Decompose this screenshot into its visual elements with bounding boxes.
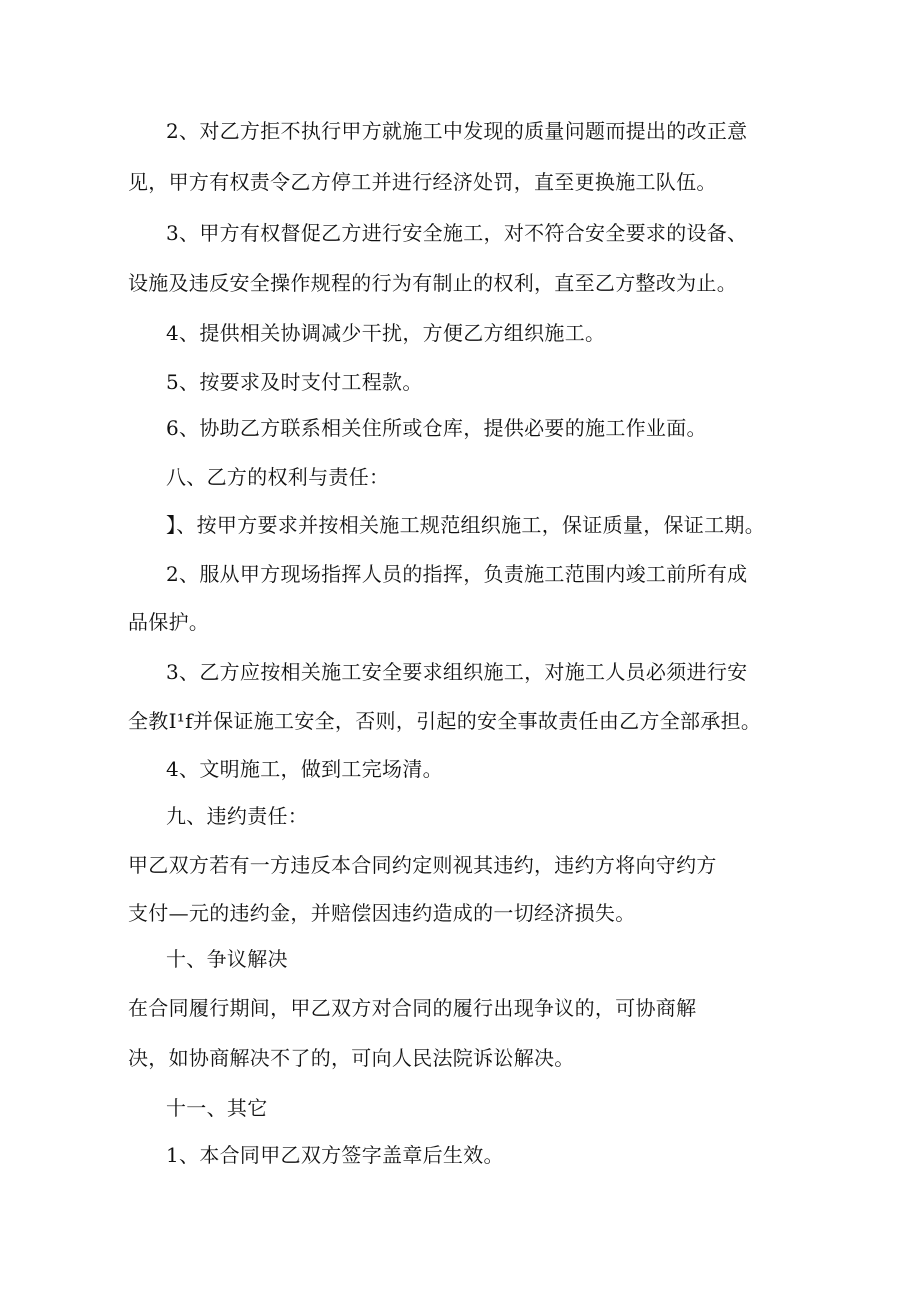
text-line: 3、乙方应按相关施工安全要求组织施工，对施工人员必须进行安 bbox=[166, 660, 748, 684]
text-line: 甲乙双方若有一方违反本合同约定则视其违约，违约方将向守约方 bbox=[128, 853, 717, 877]
text-line: 1、本合同甲乙双方签字盖章后生效。 bbox=[166, 1143, 504, 1167]
text-line: 3、甲方有权督促乙方进行安全施工，对不符合安全要求的设备、 bbox=[166, 221, 748, 245]
section-heading: 十一、其它 bbox=[166, 1096, 268, 1120]
text-line: 见，甲方有权责令乙方停工并进行经济处罚，直至更换施工队伍。 bbox=[128, 170, 717, 194]
text-line: 决，如协商解决不了的，可向人民法院诉讼解决。 bbox=[128, 1046, 575, 1070]
text-line: 2、对乙方拒不执行甲方就施工中发现的质量问题而提出的改正意 bbox=[166, 119, 748, 143]
text-line: 品保护。 bbox=[128, 610, 210, 634]
text-line: 】、按甲方要求并按相关施工规范组织施工，保证质量，保证工期。 bbox=[166, 513, 765, 537]
text-line: 6、协助乙方联系相关住所或仓库，提供必要的施工作业面。 bbox=[166, 416, 707, 440]
text-line: 4、提供相关协调减少干扰，方便乙方组织施工。 bbox=[166, 321, 606, 345]
section-heading: 九、违约责任： bbox=[166, 804, 309, 828]
text-line: 2、服从甲方现场指挥人员的指挥，负责施工范围内竣工前所有成 bbox=[166, 562, 748, 586]
text-line: 全教I¹f并保证施工安全，否则，引起的安全事故责任由乙方全部承担。 bbox=[128, 709, 762, 733]
section-heading: 八、乙方的权利与责任： bbox=[166, 465, 390, 489]
text-line: 支付—元的违约金，并赔偿因违约造成的一切经济损失。 bbox=[128, 901, 636, 925]
section-heading: 十、争议解决 bbox=[166, 947, 288, 971]
text-line: 4、文明施工，做到工完场清。 bbox=[166, 757, 443, 781]
text-line: 在合同履行期间，甲乙双方对合同的履行出现争议的，可协商解 bbox=[128, 996, 697, 1020]
text-line: 5、按要求及时支付工程款。 bbox=[166, 370, 423, 394]
text-line: 设施及违反安全操作规程的行为有制止的权利，直至乙方整改为止。 bbox=[128, 271, 737, 295]
